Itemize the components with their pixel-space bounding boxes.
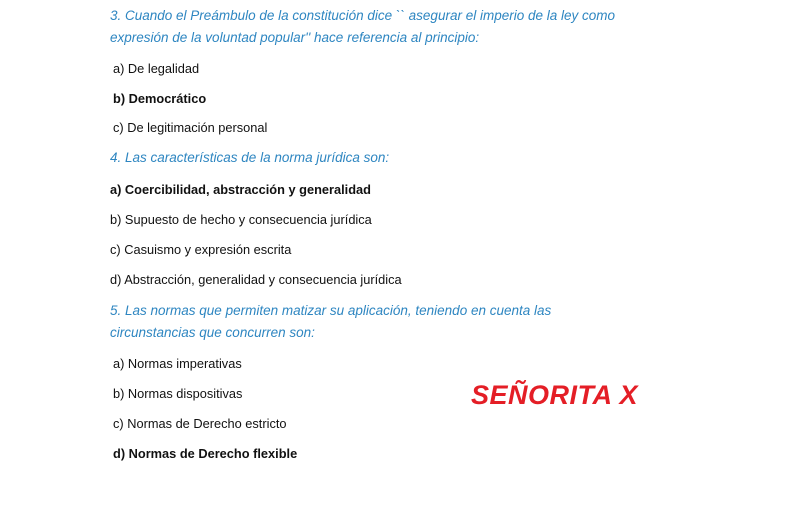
question-4-option-d: d) Abstracción, generalidad y consecuencia jurídica	[110, 272, 402, 287]
question-5-line-2: circunstancias que concurren son:	[110, 325, 315, 340]
question-4-line-1: 4. Las características de la norma jurídica son:	[110, 150, 390, 165]
question-3-line-2: expresión de la voluntad popular'' hace referencia al principio:	[110, 30, 480, 45]
question-5-prompt	[110, 300, 670, 344]
question-3-option-c: c) De legitimación personal	[113, 120, 268, 135]
question-3-prompt	[110, 5, 670, 49]
watermark-text: SEÑORITA X	[471, 380, 639, 410]
question-5-option-c: c) Normas de Derecho estricto	[113, 416, 287, 431]
question-3-option-a: a) De legalidad	[113, 61, 200, 76]
question-5-line-1: 5. Las normas que permiten matizar su aplicación, teniendo en cuenta las	[110, 303, 552, 318]
question-5-option-d: d) Normas de Derecho flexible	[113, 446, 298, 461]
question-4-option-a: a) Coercibilidad, abstracción y generalidad	[110, 182, 371, 197]
question-4-option-b: b) Supuesto de hecho y consecuencia jurídica	[110, 212, 372, 227]
question-4-prompt	[110, 147, 670, 169]
question-3-option-b: b) Democrático	[113, 91, 207, 106]
question-5-option-a: a) Normas imperativas	[113, 356, 242, 371]
question-3-line-1: 3. Cuando el Preámbulo de la constitución dice `` asegurar el imperio de la ley como	[110, 8, 616, 23]
question-5-option-b: b) Normas dispositivas	[113, 386, 243, 401]
question-4-option-c: c) Casuismo y expresión escrita	[110, 242, 292, 257]
